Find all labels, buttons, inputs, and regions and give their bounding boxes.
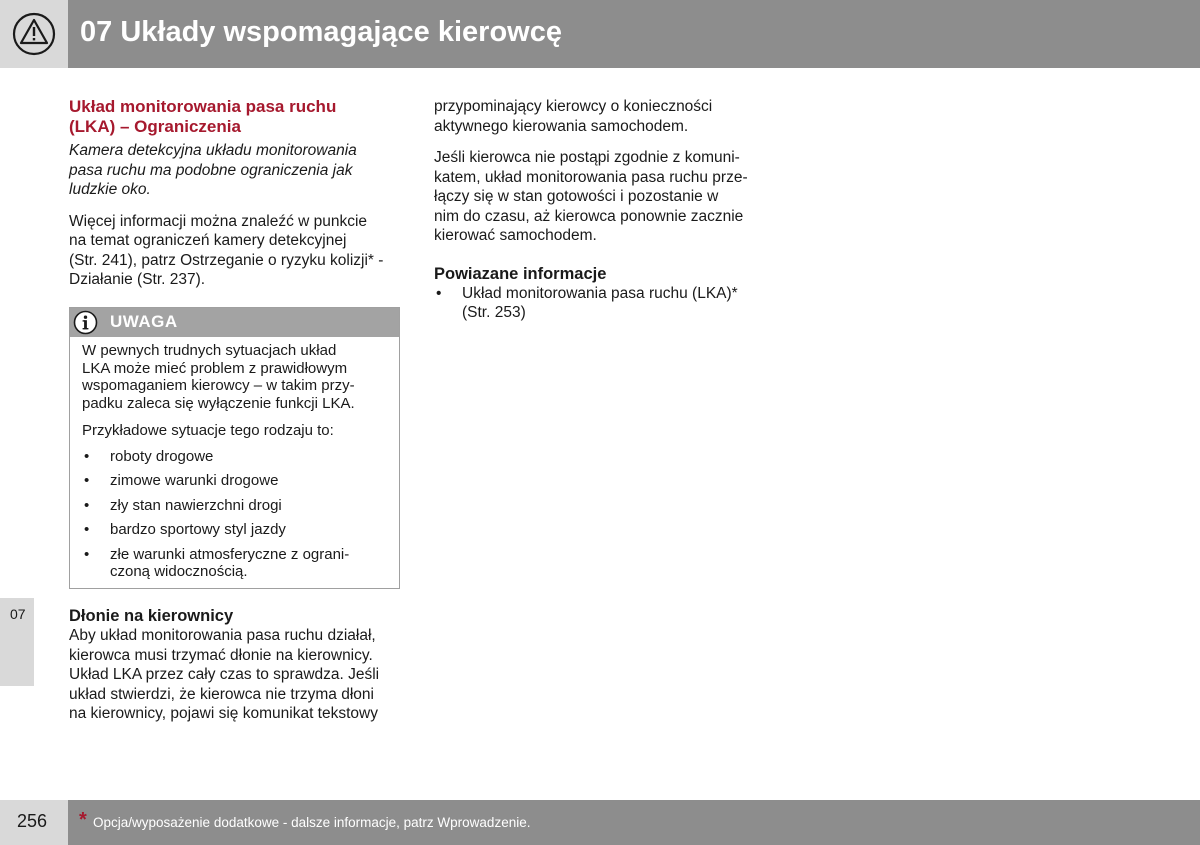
list-item — [82, 472, 390, 490]
list-item-text: bardzo sportowy styl jazdy — [110, 521, 286, 538]
text-line: układ stwierdzi, że kierowca nie trzyma dłoni — [69, 685, 374, 703]
related-link[interactable] — [434, 284, 769, 323]
heading-line: Układ monitorowania pasa ruchu — [69, 97, 337, 116]
text-line: Aby układ monitorowania pasa ruchu działał, — [69, 627, 376, 644]
text-line: nim do czasu, aż kierowca ponownie zacznie — [434, 207, 744, 225]
text-line: aktywnego kierowania samochodem. — [434, 117, 689, 135]
list-item — [82, 448, 390, 466]
text-line: Jeśli kierowca nie postąpi zgodnie z komuni- — [434, 149, 740, 166]
page-number: 256 — [17, 811, 48, 831]
text-line: pasa ruchu ma podobne ograniczenia jak — [69, 161, 353, 179]
list-item — [82, 497, 390, 515]
left-column — [69, 97, 404, 290]
chapter-tab-label: 07 — [10, 606, 26, 622]
page-footer — [0, 800, 1200, 845]
right-column — [434, 97, 769, 323]
heading-line: (LKA) – Ograniczenia — [69, 117, 241, 136]
bullet-icon: • — [84, 545, 90, 563]
section-heading: Dłonie na kierownicy — [69, 607, 234, 625]
text-line: kierowca musi trzymać dłonie na kierownicy. — [69, 646, 373, 664]
related-info-heading: Powiazane informacje — [434, 264, 607, 283]
text-line: na temat ograniczeń kamery detekcyjnej — [69, 232, 347, 249]
note-paragraph: Przykładowe sytuacje tego rodzaju to: — [82, 422, 334, 439]
text-line: kierować samochodem. — [434, 227, 597, 244]
text-line: Układ monitorowania pasa ruchu (LKA)* — [462, 284, 738, 302]
text-line: Kamera detekcyjna układu monitorowania — [69, 142, 357, 159]
text-line: na kierownicy, pojawi się komunikat tekstowy — [69, 705, 378, 722]
page-title: 07 Układy wspomagające kierowcę — [80, 16, 562, 48]
page-header — [0, 0, 1200, 68]
text-line: katem, układ monitorowania pasa ruchu prze- — [434, 168, 748, 186]
text-line: Więcej informacji można znaleźć w punkcie — [69, 212, 368, 230]
note-box — [69, 307, 400, 589]
bullet-icon: • — [436, 284, 442, 302]
header-icon-box — [0, 0, 68, 68]
more-info-paragraph — [69, 212, 404, 290]
text-line: W pewnych trudnych sytuacjach układ — [82, 342, 337, 359]
text-line: Układ LKA przez cały czas to sprawdza. Jeśli — [69, 666, 380, 683]
text-line: czoną widocznością. — [110, 563, 248, 580]
bullet-icon: • — [84, 521, 90, 538]
footnote-star: * — [79, 809, 87, 831]
hands-on-wheel-section — [69, 606, 404, 724]
text-line: łączy się w stan gotowości i pozostanie w — [434, 188, 719, 205]
note-paragraph — [82, 342, 390, 412]
info-icon — [73, 310, 98, 335]
list-item — [82, 546, 390, 581]
footnote-text: Opcja/wyposażenie dodatkowe - dalsze informacje, patrz Wprowadzenie. — [93, 815, 531, 830]
intro-text — [69, 141, 404, 200]
section-heading-lka-limitations — [69, 97, 404, 137]
situation-list — [82, 448, 390, 581]
bullet-icon: • — [84, 447, 90, 465]
note-header — [70, 308, 399, 337]
text-line: (Str. 241), patrz Ostrzeganie o ryzyku kolizji* - — [69, 251, 384, 269]
text-line: Działanie (Str. 237). — [69, 271, 206, 288]
list-item-text: zły stan nawierzchni drogi — [110, 496, 282, 514]
note-title: UWAGA — [110, 312, 178, 331]
text-line: padku zaleca się wyłączenie funkcji LKA. — [82, 394, 355, 412]
list-item-text: zimowe warunki drogowe — [110, 472, 279, 489]
text-line: złe warunki atmosferyczne z ograni- — [110, 545, 350, 563]
note-body — [82, 342, 390, 581]
text-line: przypominający kierowcy o konieczności — [434, 98, 713, 115]
text-line: wspomaganiem kierowcy – w takim przy- — [82, 377, 355, 394]
warning-triangle-icon — [12, 12, 56, 56]
standby-paragraph — [434, 148, 769, 246]
bullet-icon: • — [84, 472, 90, 489]
text-line: ludzkie oko. — [69, 181, 151, 198]
text-line: LKA może mieć problem z prawidłowym — [82, 359, 348, 377]
text-line: (Str. 253) — [462, 304, 526, 321]
related-info-list — [434, 284, 769, 323]
list-item — [82, 521, 390, 539]
continued-paragraph — [434, 97, 769, 136]
bullet-icon: • — [84, 496, 90, 514]
list-item-text: roboty drogowe — [110, 447, 214, 465]
